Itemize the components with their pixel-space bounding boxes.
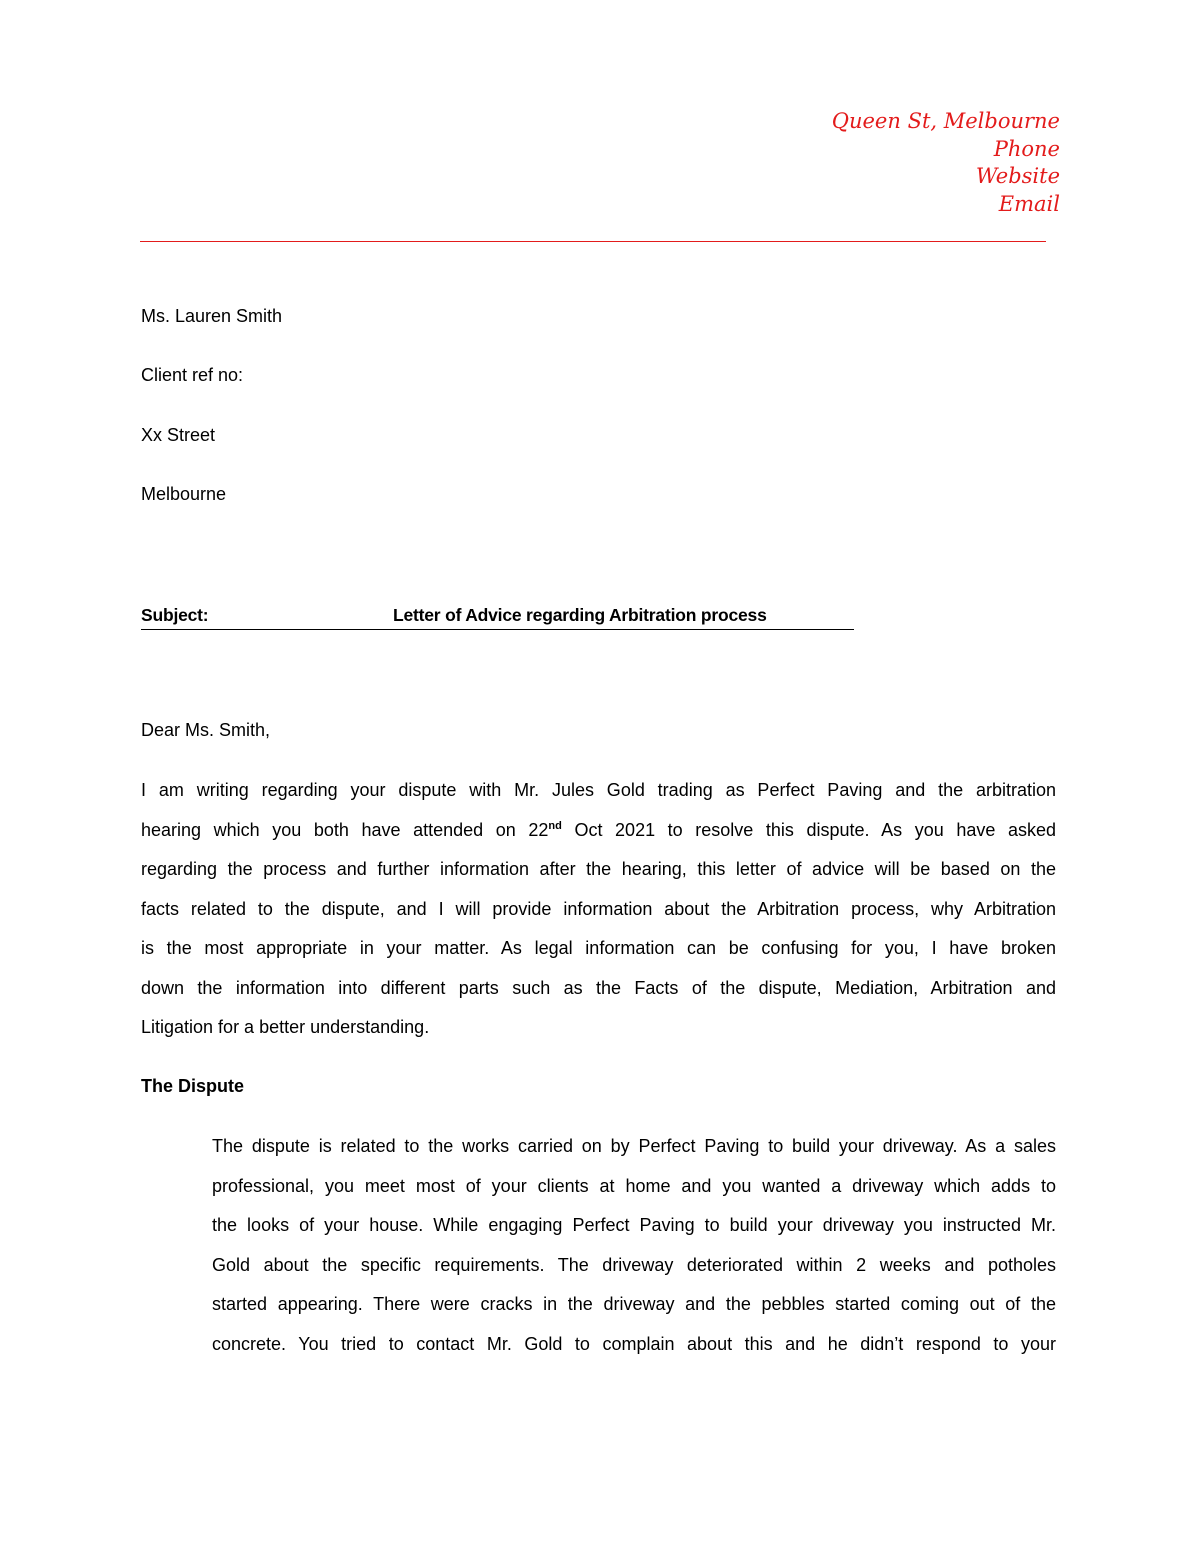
paragraph-line: down the information into different parts such as the Facts of the dispute, Mediation, Arbitration and xyxy=(141,977,1056,998)
line-text: hearing which you both have attended on 22 xyxy=(141,819,549,840)
section-heading-dispute: The Dispute xyxy=(141,1076,245,1096)
salutation: Dear Ms. Smith, xyxy=(141,720,271,740)
recipient-city: Melbourne xyxy=(141,484,227,504)
letterhead xyxy=(832,108,1060,218)
paragraph-line: concrete. You tried to contact Mr. Gold to complain about this and he didn’t respond to your xyxy=(212,1333,1056,1354)
paragraph-line: started appearing. There were cracks in the driveway and the pebbles started coming out of the xyxy=(212,1294,1056,1314)
paragraph-line: Litigation for a better understanding. xyxy=(141,1017,430,1037)
recipient-client-ref: Client ref no: xyxy=(141,365,244,385)
recipient-street: Xx Street xyxy=(141,425,216,445)
subject-label: Subject: xyxy=(141,605,209,625)
intro-paragraph xyxy=(141,771,1056,1048)
line-text: Oct 2021 to resolve this dispute. As you have asked xyxy=(561,819,1056,840)
letterhead-address: Queen St, Melbourne xyxy=(831,109,1060,133)
paragraph-line: Gold about the specific requirements. The driveway deteriorated within 2 weeks and potholes xyxy=(212,1254,1056,1275)
paragraph-line: regarding the process and further information after the hearing, this letter of advice will be based on the xyxy=(141,859,1056,879)
paragraph-line: is the most appropriate in your matter. As legal information can be confusing for you, I have broken xyxy=(141,938,1056,958)
dispute-paragraph xyxy=(212,1127,1056,1364)
paragraph-line: facts related to the dispute, and I will provide information about the Arbitration process, why Arbitration xyxy=(141,898,1056,919)
letterhead-email: Email xyxy=(998,191,1060,216)
paragraph-line: The dispute is related to the works carried on by Perfect Paving to build your driveway. As a sales xyxy=(212,1136,1056,1156)
paragraph-line xyxy=(141,811,1056,851)
letterhead-website: Website xyxy=(975,164,1060,188)
paragraph-line: professional, you meet most of your clients at home and you wanted a driveway which adds to xyxy=(212,1175,1056,1196)
subject-text: Letter of Advice regarding Arbitration process xyxy=(393,605,767,625)
subject-line xyxy=(141,605,854,630)
letterhead-divider xyxy=(140,241,1046,242)
paragraph-line: I am writing regarding your dispute with Mr. Jules Gold trading as Perfect Paving and the arbitration xyxy=(141,780,1056,800)
letterhead-phone: Phone xyxy=(993,136,1060,161)
ordinal-suffix: nd xyxy=(548,819,562,832)
recipient-name: Ms. Lauren Smith xyxy=(141,306,283,326)
paragraph-line: the looks of your house. While engaging Perfect Paving to build your driveway you instructed Mr. xyxy=(212,1215,1056,1235)
